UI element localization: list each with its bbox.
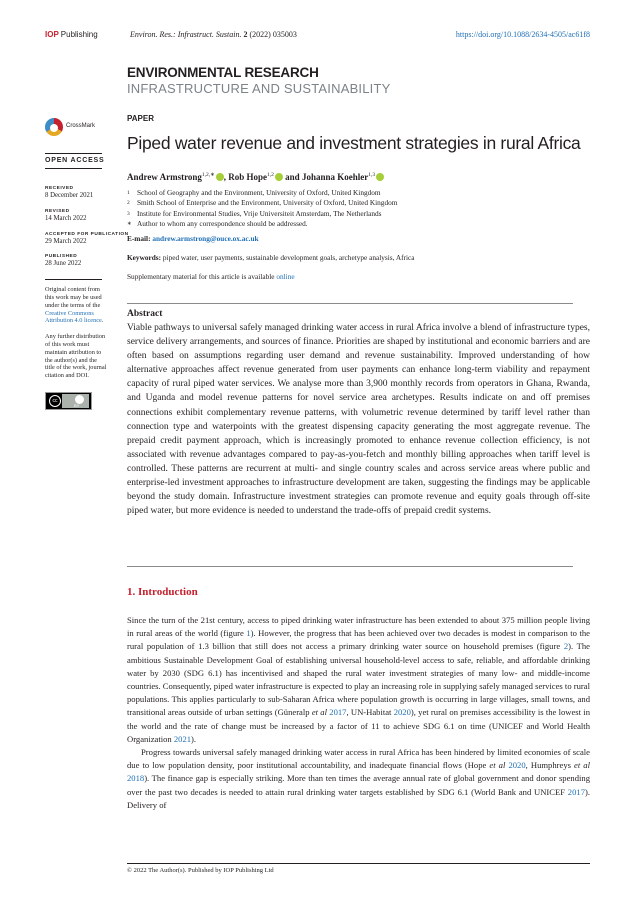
abstract-body: Viable pathways to universal safely managed drinking water access in rural Africa involve a blend of infrastructure types, service delivery arrangements, and sources of finance. Priorities are shaped by institutional and economic barriers and are often based on assumptions regarding user demand and revenue sustainability. Improved understanding of how alternative approaches affect revenue generated from user payments can enhance long-term viability and repayment capacity of rural piped water services. We analyse more than 3,900 monthly records from operators in Ghana, Rwanda, and Uganda and model revenue patterns for novel service area archetypes. Results indicate on and off premises connections exhibit complementary revenue patterns, with volumetric revenue determined by tariff level rather than connection type and waterpoints with the greatest dispensing capacity generating the most aggregate revenue. The prepaid credit payment approach, which is increasingly promoted to enhance revenue collection efficiency, is not associated with revenue advantages compared to pay-as-you-fetch and monthly billing approaches when tariff level is controlled. These patterns are recurrent at multi- and single country scales and across service areas where public and enterprise-led investment approaches to infrastructure development are taken, suggesting the findings may be applicable beyond the study domain. Infrastructure investment strategies can promote revenue and equity goals through off-site piped water, but more evidence is needed to understand the trade-offs of prepaid credit systems. <box>127 323 590 517</box>
figure-ref[interactable]: 1 <box>246 628 251 639</box>
email-line: E-mail: andrew.armstrong@ouce.ox.ac.uk <box>127 234 259 243</box>
orcid-icon[interactable] <box>376 173 384 181</box>
citation-ref[interactable]: 2020 <box>393 707 411 718</box>
doi-link[interactable]: https://doi.org/10.1088/2634-4505/ac61f8 <box>455 30 590 39</box>
orcid-icon[interactable] <box>216 173 224 181</box>
date-label-received: RECEIVED <box>45 186 74 191</box>
abstract-bottom-rule <box>127 566 573 567</box>
affiliations <box>127 188 397 230</box>
divider <box>45 153 102 154</box>
publisher-brand: IOP <box>45 30 59 39</box>
journal-subtitle: INFRASTRUCTURE AND SUSTAINABILITY <box>127 81 391 96</box>
citation-ref[interactable]: 2017 <box>567 786 585 797</box>
author-affil: 1,2 <box>267 172 274 178</box>
journal-name: ENVIRONMENTAL RESEARCH <box>127 65 319 80</box>
paper-title: Piped water revenue and investment strategies in rural Africa <box>127 133 581 153</box>
abstract-heading: Abstract <box>127 309 163 319</box>
license-further: Any further distribution of this work must maintain attribution to the author(s) and the title of the work, journal citation and DOI. <box>45 333 107 380</box>
crossmark-icon <box>45 118 63 136</box>
citation-ref[interactable]: 2018 <box>127 773 145 784</box>
abstract-top-rule <box>127 303 573 304</box>
author-name[interactable]: Johanna Koehler <box>301 172 369 182</box>
supplementary-link[interactable]: online <box>276 272 295 281</box>
volume: 2 <box>243 30 248 39</box>
paragraph: Progress towards universal safely managed drinking water access in rural Africa has been hindered by limited economies of scale due to low population density, poor institutional accountability, and inadequate financial flows (Hope et al 2020, Humphreys et al 2018). The finance gap is especially striking. More than ten times the average annual rate of global government and donor spending over the past two decades is needed to attain rural drinking water targets established by SDG 6.1 (World Bank and UNICEF 2017). Delivery of <box>127 747 590 810</box>
crossmark-label: CrossMark <box>66 123 96 129</box>
cc-by-badge[interactable] <box>45 392 92 410</box>
date-label-published: PUBLISHED <box>45 254 78 259</box>
license-statement: Original content from this work may be used under the terms of the Creative Commons Attribution 4.0 licence. <box>45 286 104 325</box>
date-published: 28 June 2022 <box>45 260 82 267</box>
date-label-accepted: ACCEPTED FOR PUBLICATION <box>45 232 129 237</box>
orcid-icon[interactable] <box>275 173 283 181</box>
author-affil: 1,2,∗ <box>201 172 215 178</box>
author-name[interactable]: Andrew Armstrong <box>127 172 202 182</box>
date-accepted: 29 March 2022 <box>45 238 87 245</box>
copyright: © 2022 The Author(s). Published by IOP Publishing Ltd <box>127 867 274 874</box>
supplementary-line: Supplementary material for this article is available online <box>127 272 295 281</box>
crossmark-badge[interactable] <box>45 117 100 139</box>
author-list: Andrew Armstrong$^{1,2,∗}$ , Rob Hope$^{1,2}$ and Johanna Koehler$^{1,3}$ <box>127 172 384 182</box>
divider <box>45 168 102 169</box>
citation-ref[interactable]: 2017 <box>329 707 347 718</box>
intro-text <box>127 614 590 812</box>
author-affil: 1,3 <box>368 172 376 178</box>
publisher-logo <box>45 30 98 39</box>
affiliation: ∗ Author to whom any correspondence should be addressed. <box>127 219 308 229</box>
divider <box>45 279 102 280</box>
affiliation: 1 School of Geography and the Environment, University of Oxford, United Kingdom <box>127 188 381 197</box>
email-link[interactable]: andrew.armstrong@ouce.ox.ac.uk <box>152 234 259 243</box>
running-citation <box>130 30 297 39</box>
keywords-line: Keywords: piped water, user payments, sustainable development goals, archetype analysis, Africa <box>127 253 415 262</box>
keywords: piped water, user payments, sustainable development goals, archetype analysis, Africa <box>162 253 415 262</box>
date-label-revised: REVISED <box>45 209 70 214</box>
affiliation: 2 Smith School of Enterprise and the Environment, University of Oxford, United Kingdom <box>127 198 398 208</box>
footer-rule <box>127 863 590 864</box>
affiliation: 3 Institute for Environmental Studies, Vrije Universiteit Amsterdam, The Netherlands <box>127 208 382 218</box>
year-article: (2022) 035003 <box>249 30 297 39</box>
section-heading: 1. Introduction <box>127 586 198 598</box>
author-name[interactable]: Rob Hope <box>228 172 268 182</box>
by-label: BY <box>74 403 80 408</box>
date-received: 8 December 2021 <box>45 192 94 199</box>
citation-ref[interactable]: 2021 <box>173 733 192 744</box>
publisher-word: Publishing <box>60 30 98 39</box>
date-revised: 14 March 2022 <box>45 215 87 222</box>
cc-icon: cc <box>49 395 61 407</box>
figure-ref[interactable]: 2 <box>563 641 569 652</box>
license-link[interactable]: Creative Commons Attribution 4.0 licence <box>45 309 102 325</box>
paragraph: Since the turn of the 21st century, access to piped drinking water infrastructure has been extended to about 375 million people living in rural areas of the world (figure 1). However, the progress that has been achieved over two decades is modest in comparison to the rural population of 1.3 billion that still does not access a primary drinking water source on household premises (figure 2). The ambitious Sustainable Development Goal of establishing universal household-level access to safe, reliable, and affordable drinking water by 2030 (SDG 6.1) has incentivised and shaped the rural water investment strategies of many low- and middle-income countries. Consequently, piped water infrastructure is expected to play an increasing role in supplying safely managed services to rural populations. This applies particularly to sub-Saharan Africa where population growth is occurring in large villages, small towns, and transitional areas outside of urban settings (Güneralp et al 2017, UN-Habitat 2020), yet rural on premises accessibility is the lowest in the world and the rate of change must be increased by a factor of 11 to achieve SDG 6.1 on time (UNICEF and World Health Organization 2021). <box>127 615 591 744</box>
journal-cite: Environ. Res.: Infrastruct. Sustain. <box>130 30 242 39</box>
citation-ref[interactable]: 2020 <box>508 760 526 771</box>
article-type: PAPER <box>127 114 154 123</box>
open-access-label: OPEN ACCESS <box>45 157 105 164</box>
